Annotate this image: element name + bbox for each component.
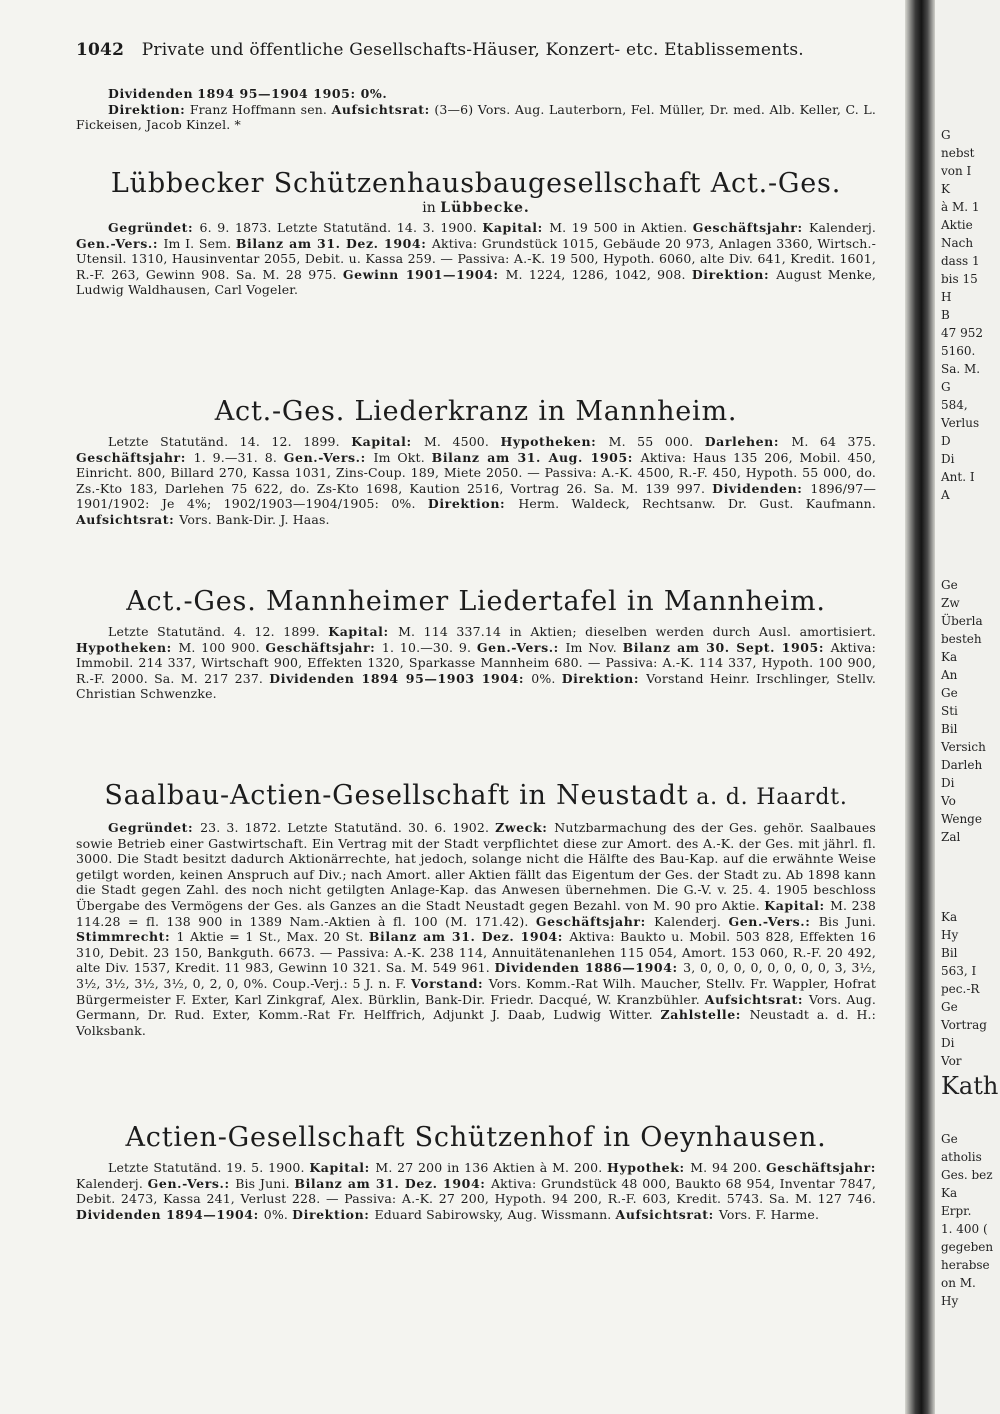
- right-page-fragment: Ka: [941, 910, 958, 924]
- detail-field: Direktion: August Menke, Ludwig Waldhausen, Carl Vogeler.: [76, 266, 876, 298]
- page-number: 1042: [76, 40, 125, 60]
- prev-direktion: Direktion: Franz Hoffmann sen. Aufsichtsrat: (3—6) Vors. Aug. Lauterborn, Fel. Müller, Dr. med. Alb. Keller, C. L. Fickeisen, Jacob Kinzel. *: [76, 101, 876, 133]
- company-details: [76, 624, 876, 702]
- detail-field: Kapital: M. 114 337.14 in Aktien; dieselben werden durch Ausl. amortisiert.: [328, 624, 876, 639]
- detail-field: Kapital: M. 19 500 in Aktien.: [482, 220, 693, 235]
- right-page-fragment: Darleh: [941, 758, 983, 772]
- detail-field: Aufsichtsrat: Vors. Bank-Dir. J. Haas.: [76, 511, 330, 527]
- right-page-fragment: Sa. M.: [941, 362, 981, 376]
- detail-field: Bilanz am 31. Aug. 1905: Aktiva: Haus 135 206, Mobil. 450, Einricht. 800, Billard 270, Kassa 1031, Zins-Coup. 189, Miete 2050. — Passiva: A.-K. 4500, R.-F. 450, Hypoth. 55 000, do. Zs.-Kto 183, Darlehen 75 622, do. Zs-Kto 1698, Kaution 2516, Vortrag 26. Sa. M. 139 997.: [76, 449, 876, 496]
- company-entry: [76, 168, 876, 298]
- detail-field: Aufsichtsrat: Vors. F. Harme.: [615, 1206, 820, 1222]
- right-page-fragment: Hy: [941, 1294, 959, 1308]
- right-page-fragment: G: [941, 380, 951, 394]
- detail-field: Hypotheken: M. 100 900.: [76, 639, 266, 655]
- detail-field: Gewinn 1901—1904: M. 1224, 1286, 1042, 908.: [342, 266, 692, 282]
- company-details: [76, 1160, 876, 1222]
- right-page-fragment: Überla: [941, 614, 983, 628]
- company-title: Lübbecker Schützenhausbaugesellschaft Act.-Ges.: [110, 168, 842, 199]
- detail-field: Bilanz am 30. Sept. 1905: Aktiva: Immobil. 214 337, Wirtschaft 900, Effekten 1320, Sparkasse Mannheim 680. — Passiva: A.-K. 114 337, Hypoth. 100 900, R.-F. 2000. Sa. M. 217 237.: [76, 639, 877, 686]
- right-page-fragment: H: [941, 290, 952, 304]
- detail-field: Gen.-Vers.: Im Nov.: [476, 639, 623, 655]
- prev-dividenden: Dividenden 1894 95—1904 1905: 0%.: [108, 86, 388, 101]
- right-page-fragment: on M.: [941, 1276, 976, 1290]
- detail-field: Dividenden 1894—1904: 0%.: [76, 1206, 293, 1222]
- detail-field: Gegründet: 23. 3. 1872. Letzte Statutänd. 30. 6. 1902.: [108, 820, 496, 835]
- right-page-fragment: Sti: [941, 704, 958, 718]
- detail-field: Geschäftsjahr: Kalenderj.: [535, 913, 729, 929]
- right-page-fragment: Nach: [941, 236, 974, 250]
- detail-field: Dividenden 1886—1904: 3, 0, 0, 0, 0, 0, 0, 0, 0, 3, 3½, 3½, 3½, 3½, 3½, 0, 2, 0, 0%. Coup.-Verj.: 5 J. n. F.: [76, 960, 876, 991]
- right-page-fragment: 5160.: [941, 344, 976, 358]
- right-page-fragment: K: [941, 182, 950, 196]
- right-page-fragment: gegeben: [941, 1240, 994, 1254]
- right-page-fragment: Aktie: [941, 218, 973, 232]
- right-page-fragment: G: [941, 128, 951, 142]
- detail-field: Geschäftsjahr: 1. 9.—31. 8.: [76, 449, 284, 465]
- right-page-fragment: besteh: [941, 632, 982, 646]
- prev-entry: [76, 86, 876, 133]
- right-page-fragment: herabse: [941, 1258, 990, 1272]
- detail-field: Geschäftsjahr: Kalenderj.: [76, 1160, 876, 1191]
- detail-field: Gen.-Vers.: Im I. Sem.: [76, 235, 236, 251]
- company-location: in Lübbecke.: [422, 200, 530, 216]
- detail-field: Bilanz am 31. Dez. 1904: Aktiva: Baukto u. Mobil. 503 828, Effekten 16 310, Debit. 23 150, Bankguth. 6673. — Passiva: A.-K. 238 114, Annuitätenanlehen 115 054, Amort. 153 060, R.-F. 20 492, alte Div. 1537, Kredit. 11 983, Gewinn 10 321. Sa. M. 549 961.: [76, 929, 877, 976]
- detail-field: Hypotheken: M. 55 000.: [500, 434, 705, 449]
- right-page-fragment: à M. 1: [941, 200, 980, 214]
- right-page-fragment: Bil: [941, 946, 958, 960]
- right-page-fragment: A: [941, 488, 950, 502]
- company-entry: [76, 396, 876, 528]
- detail-field: Direktion: Herm. Waldeck, Rechtsanw. Dr. Gust. Kaufmann.: [427, 496, 876, 512]
- right-page-fragment: Verlus: [941, 416, 980, 430]
- detail-field: Letzte Statutänd. 14. 12. 1899.: [108, 434, 352, 449]
- right-page-fragment: 563, I: [941, 964, 977, 978]
- detail-field: Direktion: Vorstand Heinr. Irschlinger, Stellv. Christian Schwenzke.: [76, 670, 876, 702]
- detail-field: Vorstand: Vors. Komm.-Rat Wilh. Maucher, Stellv. Fr. Wappler, Hofrat Bürgermeister F. Exter, Karl Zinkgraf, Alex. Bürklin, Bank-Dir. Friedr. Dacqué, W. Kranzbühler.: [76, 975, 876, 1007]
- right-page-fragment: B: [941, 308, 950, 322]
- right-page-fragment: nebst: [941, 146, 975, 160]
- detail-field: Direktion: Eduard Sabirowsky, Aug. Wissmann.: [292, 1206, 616, 1222]
- right-page-fragment: Ka: [941, 650, 958, 664]
- right-page-fragment: Ge: [941, 1132, 958, 1146]
- right-page-fragment: Ka: [941, 1186, 958, 1200]
- right-page-fragment: Ge: [941, 686, 958, 700]
- detail-field: Zweck: Nutzbarmachung des der Ges. gehör. Saalbaues sowie Betrieb einer Gastwirtschaft. Ein Vertrag mit der Stadt verpflichtet diese zur Amort. des A.-K. der Ges. mit jährl. fl. 3000. Die Stadt besitzt dadurch Aktionärrechte, hat jedoch, solange nicht die Hälfte des Bau-Kap. auf die erwähnte Weise getilgt worden, keinen Anspruch auf Div.; nach Amort. aller Aktien fällt das Eigentum der Ges. der Stadt zu. Ab 1898 kann die Stadt gegen Zahl. des noch nicht getilgten Anlage-Kap. das Anwesen übernehmen. Die G.-V. v. 25. 4. 1905 beschloss Übergabe des Vermögens der Ges. als Ganzes an die Stadt Neustadt gegen Bezahl. von M. 90 pro Aktie.: [76, 820, 876, 913]
- detail-field: Letzte Statutänd. 19. 5. 1900.: [108, 1160, 310, 1175]
- right-page-fragment: Erpr.: [941, 1204, 972, 1218]
- company-title: Act.-Ges. Mannheimer Liedertafel in Mannheim.: [126, 586, 826, 617]
- company-details: [76, 220, 876, 298]
- detail-field: Aufsichtsrat: Vors. Aug. Germann, Dr. Rud. Exter, Komm.-Rat Fr. Helffrich, Adjunkt J. Daab, Ludwig Witter.: [76, 991, 877, 1023]
- right-page-fragment: Zw: [941, 596, 960, 610]
- right-page-edge: [935, 0, 1000, 1414]
- right-page-fragment: dass 1: [941, 254, 980, 268]
- detail-field: Stimmrecht: 1 Aktie = 1 St., Max. 20 St.: [76, 929, 369, 945]
- detail-field: Kapital: M. 4500.: [351, 434, 501, 449]
- right-page-fragment: Versich: [941, 740, 986, 754]
- page-header: [76, 40, 876, 60]
- book-gutter: [905, 0, 935, 1414]
- header-title: Private und öffentliche Gesellschafts-Häuser, Konzert- etc. Etablissements.: [141, 40, 804, 60]
- right-page-fragment: von I: [941, 164, 972, 178]
- detail-field: Gegründet: 6. 9. 1873. Letzte Statutänd. 14. 3. 1900.: [108, 220, 483, 235]
- detail-field: Gen.-Vers.: Bis Juni.: [728, 913, 876, 929]
- detail-field: Geschäftsjahr: 1. 10.—30. 9.: [265, 639, 477, 655]
- detail-field: Hypothek: M. 94 200.: [607, 1160, 767, 1175]
- detail-field: Gen.-Vers.: Bis Juni.: [147, 1175, 295, 1191]
- right-page-fragment: Bil: [941, 722, 958, 736]
- detail-field: Dividenden: 1896/97—1901/1902: Je 4%; 1902/1903—1904/1905: 0%.: [76, 480, 876, 512]
- detail-field: Kapital: M. 238 114.28 = fl. 138 900 in 1389 Nam.-Aktien à fl. 100 (M. 171.42).: [76, 897, 876, 929]
- right-page-fragment: Ant. I: [941, 470, 975, 484]
- right-page-fragment: Kath: [941, 1072, 999, 1100]
- detail-field: Gen.-Vers.: Im Okt.: [283, 449, 432, 465]
- company-entry: [76, 780, 876, 1038]
- detail-field: Letzte Statutänd. 4. 12. 1899.: [108, 624, 329, 639]
- right-page-fragment: D: [941, 434, 951, 448]
- detail-field: Bilanz am 31. Dez. 1904: Aktiva: Grundstück 48 000, Baukto 68 954, Inventar 7847, Debit. 2473, Kassa 241, Verlust 228. — Passiva: A.-K. 27 200, Hypoth. 94 200, R.-F. 603, Kredit. 5743. Sa. M. 127 746.: [76, 1175, 877, 1207]
- right-page-fragment: Di: [941, 776, 955, 790]
- right-page-fragment: Ge: [941, 578, 958, 592]
- detail-field: Dividenden 1894 95—1903 1904: 0%.: [269, 670, 562, 686]
- right-page-fragment: pec.-R: [941, 982, 980, 996]
- company-title: Actien-Gesellschaft Schützenhof in Oeynhausen.: [125, 1122, 827, 1153]
- right-page-fragment: Vortrag: [941, 1018, 987, 1032]
- company-title: Saalbau-Actien-Gesellschaft in Neustadt a. d. Haardt.: [104, 780, 848, 811]
- right-page-fragment: Di: [941, 1036, 955, 1050]
- right-page-fragment: Vor: [941, 1054, 962, 1068]
- detail-field: Kapital: M. 27 200 in 136 Aktien à M. 200.: [309, 1160, 608, 1175]
- right-page-fragment: Vo: [941, 794, 956, 808]
- company-details: [76, 820, 876, 1038]
- right-page-fragment: Zal: [941, 830, 961, 844]
- right-page-fragment: 584,: [941, 398, 968, 412]
- company-title: Act.-Ges. Liederkranz in Mannheim.: [214, 396, 738, 427]
- right-page-fragment: Hy: [941, 928, 959, 942]
- right-page-fragment: 47 952: [941, 326, 983, 340]
- right-page-fragment: bis 15: [941, 272, 978, 286]
- company-details: [76, 434, 876, 528]
- detail-field: Geschäftsjahr: Kalenderj.: [692, 220, 876, 235]
- company-entry: [76, 586, 876, 702]
- right-page-fragment: Ge: [941, 1000, 958, 1014]
- right-page-fragment: An: [941, 668, 958, 682]
- detail-field: Bilanz am 31. Dez. 1904: Aktiva: Grundstück 1015, Gebäude 20 973, Anlagen 3360, Wirtsch.-Utensil. 1310, Hausinventar 2055, Debit. u. Kassa 259. — Passiva: A.-K. 19 500, Hypoth. 6060, alte Div. 641, Kredit. 1601, R.-F. 263, Gewinn 908. Sa. M. 28 975.: [76, 235, 877, 282]
- right-page-fragment: 1. 400 (: [941, 1222, 988, 1236]
- right-page-fragment: atholis: [941, 1150, 982, 1164]
- detail-field: Darlehen: M. 64 375.: [704, 434, 876, 449]
- detail-field: Zahlstelle: Neustadt a. d. H.: Volksbank.: [76, 1007, 876, 1038]
- right-page-fragment: Ges. bez: [941, 1168, 993, 1182]
- right-page-fragment: Di: [941, 452, 955, 466]
- company-entry: [76, 1122, 876, 1222]
- right-page-fragment: Wenge: [941, 812, 982, 826]
